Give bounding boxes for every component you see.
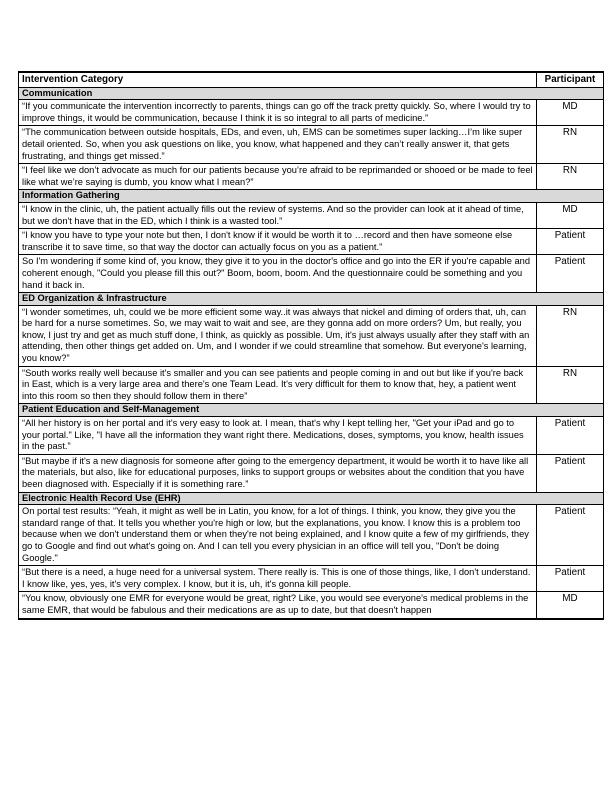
participant-cell: RN xyxy=(537,305,604,366)
category-row xyxy=(19,87,604,100)
participant-cell: MD xyxy=(537,100,604,126)
participant-cell: RN xyxy=(537,366,604,404)
participant-cell: RN xyxy=(537,164,604,190)
quote-cell: “I feel like we don’t advocate as much for our patients because you’re afraid to be reprimanded or shooed or be made to feel like what we’re saying is dumb, you know what I mean?” xyxy=(19,164,537,190)
category-label: Patient Education and Self-Management xyxy=(19,404,604,417)
quote-row xyxy=(19,305,604,366)
participant-cell: MD xyxy=(537,592,604,619)
quote-cell: “I know you have to type your note but then, I don't know if it would be worth it to …record and then have someone else transcribe it to save time, so that way the doctor can actually focus on you as a patient.” xyxy=(19,229,537,255)
participant-cell: Patient xyxy=(537,454,604,492)
quote-cell: “South works really well because it's smaller and you can see patients and people coming in and out but like if you're back in East, which is a very large area and there's one Team Lead. It's very difficult for them to know that, hey, a patient went into this room so then they should follow them in there” xyxy=(19,366,537,404)
table-body xyxy=(19,87,604,618)
quote-row xyxy=(19,164,604,190)
participant-cell: Patient xyxy=(537,566,604,592)
quote-row xyxy=(19,592,604,619)
quote-cell: “The communication between outside hospitals, EDs, and even, uh, EMS can be sometimes super lacking…I’m like super detail oriented. So, when you ask questions on like, you know, what happened and they can’t really answer it, that gets frustrating, and things get missed.” xyxy=(19,126,537,164)
quote-row xyxy=(19,229,604,255)
quote-cell: “If you communicate the intervention incorrectly to parents, things can go off the track pretty quickly. So, where I would try to improve things, it would be communication, because I think it is so integral to all parts of medicine.” xyxy=(19,100,537,126)
quote-cell: “I wonder sometimes, uh, could we be more efficient some way..it was always that nickel and diming of orders that, uh, can be hard for a nurse sometimes. So, we may wait to wait and see, are they gonna add on more orders? Um, but really, you know, I just try and get as much stuff done, I think, as quickly as possible. Um, it's just always usually after they staff with an attending, then other things get added on. Um, and I wonder if we could streamline that somehow. But everyone's learning, you know?” xyxy=(19,305,537,366)
participant-cell: Patient xyxy=(537,417,604,455)
quote-row xyxy=(19,505,604,566)
quote-row xyxy=(19,454,604,492)
quote-cell: “But maybe if it's a new diagnosis for someone after going to the emergency department, it would be worth it to have like all the materials, but also, like for educational purposes, links to support groups or websites about the condition that you have been diagnosed with. Especially if it is something rare.” xyxy=(19,454,537,492)
category-row xyxy=(19,492,604,505)
quote-cell: So I'm wondering if some kind of, you know, they give it to you in the doctor's office and go into the ER if you're capable and coherent enough, "Could you please fill this out?" Boom, boom, boom. And the questionnaire could be something and you hand it back in. xyxy=(19,255,537,293)
category-label: Electronic Health Record Use (EHR) xyxy=(19,492,604,505)
participant-cell: Patient xyxy=(537,505,604,566)
quote-row xyxy=(19,202,604,228)
quote-cell: “But there is a need, a huge need for a universal system. There really is. This is one of those things, like, I don't understand. I know like, yes, yes, it's very complex. I know, but it is, uh, it's gonna kill people. xyxy=(19,566,537,592)
category-label: Communication xyxy=(19,87,604,100)
quote-cell: “You know, obviously one EMR for everyone would be great, right? Like, you would see everyone's medical problems in the same EMR, that would be fabulous and their medications are as up to date, but that doesn't happen xyxy=(19,592,537,619)
category-row xyxy=(19,293,604,306)
quote-cell: “I know in the clinic, uh, the patient actually fills out the review of systems. And so the provider can look at it ahead of time, but we don't have that in the ED, which I think is a wasted tool.” xyxy=(19,202,537,228)
quote-row xyxy=(19,566,604,592)
quote-row xyxy=(19,100,604,126)
quote-row xyxy=(19,126,604,164)
category-label: ED Organization & Infrastructure xyxy=(19,293,604,306)
quote-cell: On portal test results: “Yeah, it might as well be in Latin, you know, for a lot of things. I think, you know, they give you the standard range of that. It tells you whether you're high or low, but the explanations, you know. I know this is a problem too because when we don't understand them or when they're not being explained, and I know quite a few of my girlfriends, they go to Google and find out what's going on. And I can tell you every physician in an office will tell you, "Don't be doing Google." xyxy=(19,505,537,566)
participant-cell: Patient xyxy=(537,255,604,293)
quote-cell: “All her history is on her portal and it's very easy to look at. I mean, that's why I kept telling her, "Get your iPad and go to your portal." Like, "I have all the information they want right there. Medications, doses, symptoms, you know, health issues in the past.” xyxy=(19,417,537,455)
category-label: Information Gathering xyxy=(19,190,604,203)
quote-row xyxy=(19,255,604,293)
quote-row xyxy=(19,417,604,455)
header-participant: Participant xyxy=(537,72,604,87)
participant-cell: Patient xyxy=(537,229,604,255)
intervention-table xyxy=(18,71,604,620)
category-row xyxy=(19,190,604,203)
category-row xyxy=(19,404,604,417)
table-header-row xyxy=(19,72,604,87)
header-intervention-category: Intervention Category xyxy=(19,72,537,87)
participant-cell: RN xyxy=(537,126,604,164)
quote-row xyxy=(19,366,604,404)
participant-cell: MD xyxy=(537,202,604,228)
